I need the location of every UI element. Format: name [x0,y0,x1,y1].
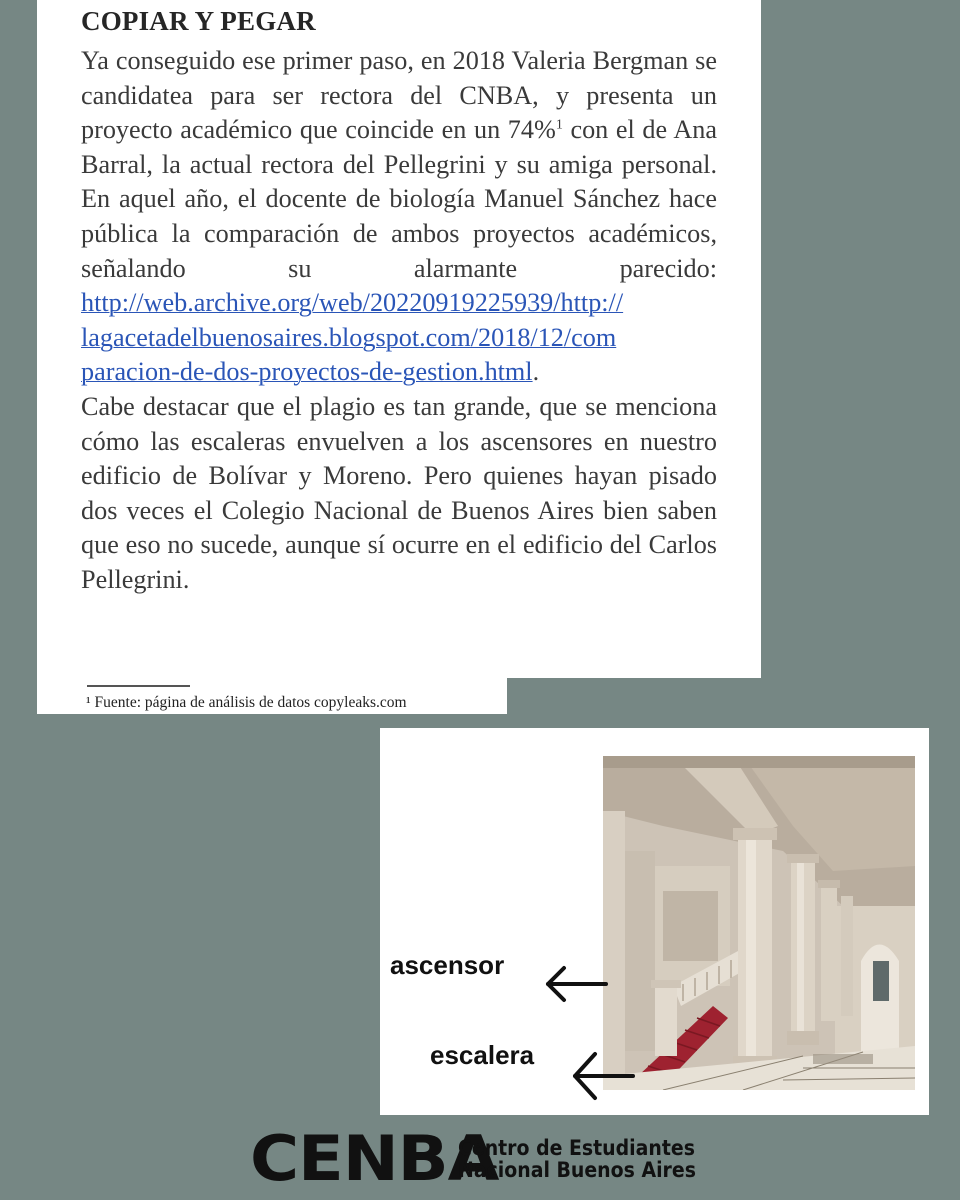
archive-link[interactable] [81,288,623,386]
building-hall-photo [603,756,915,1090]
footnote-divider [87,685,190,687]
brand-subtitle-line-2: Nacional Buenos Aires [458,1158,696,1182]
footnote-text: ¹ Fuente: página de análisis de datos copyleaks.com [86,694,407,711]
paragraph-2: Cabe destacar que el plagio es tan grande, que se menciona cómo las escaleras envuelven a los ascensores en nuestro edificio de Bolívar y Moreno. Pero quienes hayan pisado dos veces el Colegio Nacional de Buenos Aires bien saben que eso no sucede, aunque sí ocurre en el edificio del Carlos Pellegrini. [81,391,717,594]
document-body [81,44,717,598]
archive-link-line-3: paracion-de-dos-proyectos-de-gestion.html [81,357,533,387]
arrow-left-icon [540,962,608,1006]
footnote-ref: 1 [555,117,563,133]
archive-link-block [81,286,717,390]
escalera-label: escalera [430,1040,535,1070]
link-period: . [532,357,540,387]
paragraph-1-text-b: con el de Ana Barral, la actual rectora del Pellegrini y su amiga personal. En aquel año, el docente de biología Manuel Sánchez hace pública la comparación de ambos proyectos académicos, señalando su alarmante parecido: [81,115,717,283]
brand-name: CENBA [250,1122,499,1195]
paragraph-1 [81,44,717,286]
archive-link-line-1: http://web.archive.org/web/20220919225939/http:// [81,288,624,318]
brand-subtitle-line-1: Centro de Estudiantes [458,1136,695,1160]
archive-link-line-2: lagacetadelbuenosaires.blogspot.com/2018/12/com [81,322,617,352]
arrow-left-icon [567,1048,635,1104]
brand-subtitle [458,1137,696,1181]
ascensor-label: ascensor [390,950,505,980]
paragraph-1-text-a: Ya conseguido ese primer paso, en 2018 Valeria Bergman se candidatea para ser rectora del CNBA, y presenta un proyecto académico que coincide en un 74% [81,46,717,145]
document-title: COPIAR Y PEGAR [81,6,316,36]
